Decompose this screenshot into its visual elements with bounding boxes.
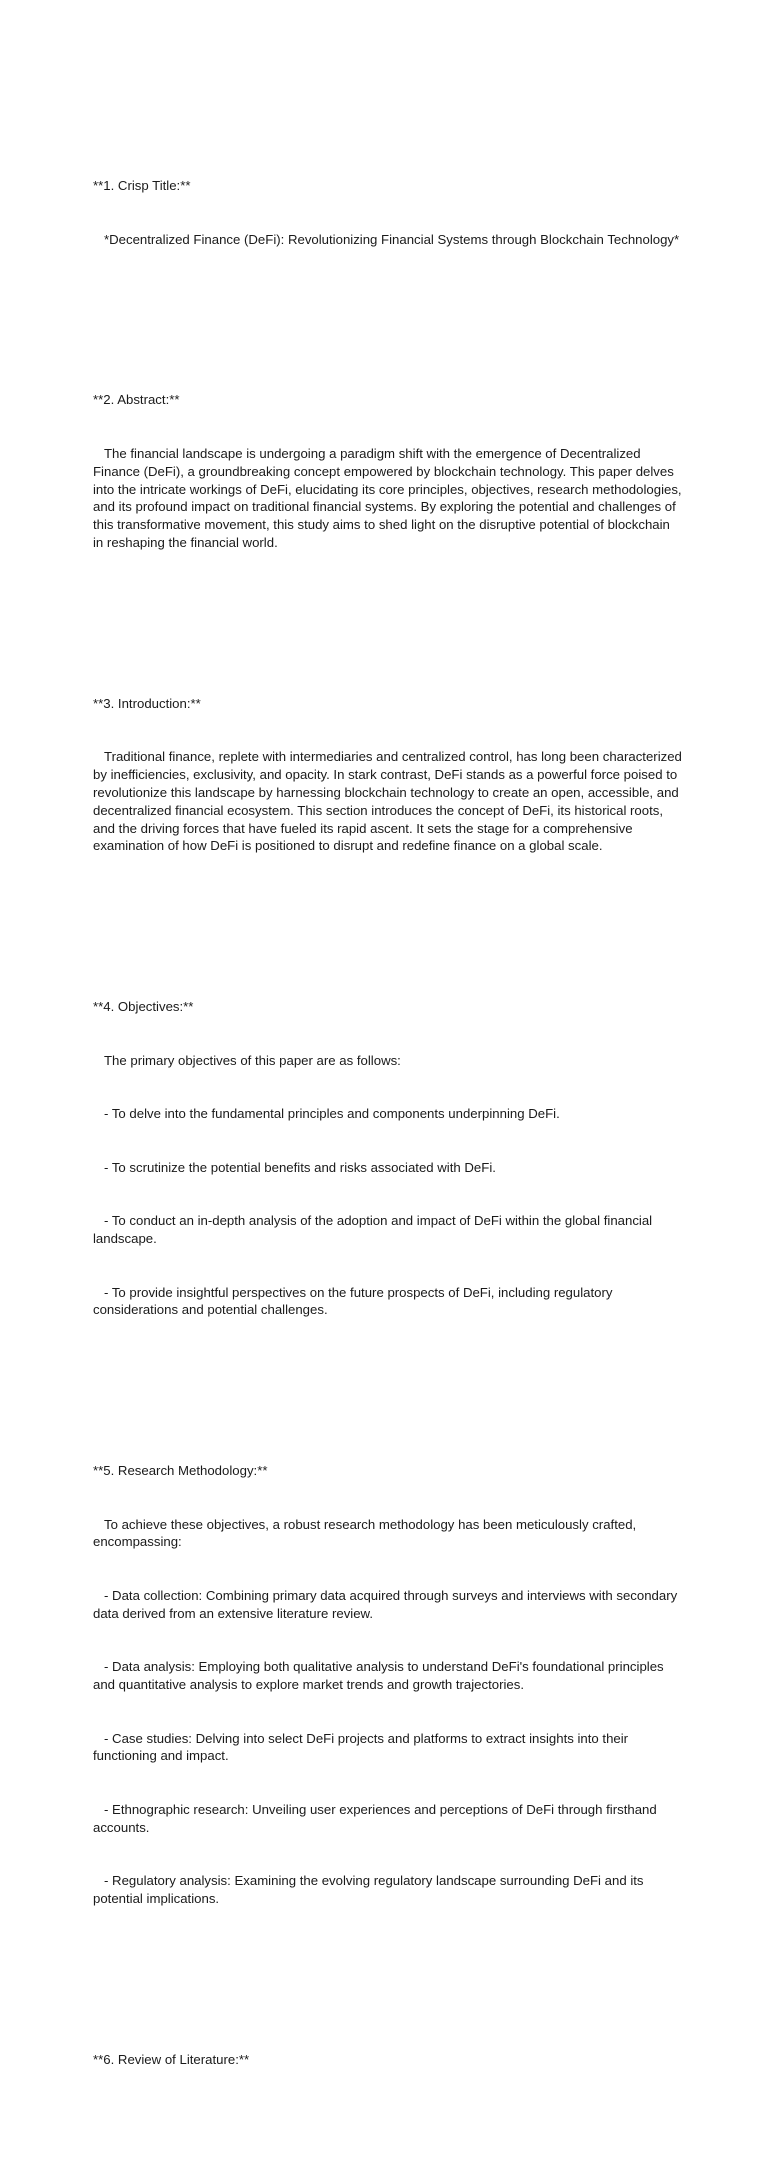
list-item: - To conduct an in-depth analysis of the adoption and impact of DeFi within the global financial landscape. [93,1213,656,1246]
section-paragraph: The primary objectives of this paper are as follows: [93,1052,401,1068]
section-abstract [93,356,686,588]
section-heading: **1. Crisp Title:** [93,178,191,194]
list-item: - Case studies: Delving into select DeFi projects and platforms to extract insights into their functioning and impact. [93,1730,632,1764]
section-review-of-literature [93,2015,683,2104]
list-item: - Data collection: Combining primary data acquired through surveys and interviews with secondary data derived from an extensive literature review. [93,1587,681,1621]
section-heading: **6. Review of Literature:** [93,2051,250,2067]
list-item: - To delve into the fundamental principles and components underpinning DeFi. [93,1106,560,1122]
list-item: - To scrutinize the potential benefits and risks associated with DeFi. [93,1159,496,1175]
section-paragraph: *Decentralized Finance (DeFi): Revolutionizing Financial Systems through Blockchain Technology* [93,231,680,247]
section-research-methodology [93,1426,683,1943]
list-item: - Regulatory analysis: Examining the evolving regulatory landscape surrounding DeFi and its potential implications. [93,1873,648,1907]
document-body [93,88,686,2158]
section-heading: **2. Abstract:** [93,392,180,408]
section-introduction [93,659,686,891]
list-item: - Data analysis: Employing both qualitative analysis to understand DeFi's foundational principles and quantitative analysis to explore market trends and growth trajectories. [93,1659,668,1693]
list-item: - To provide insightful perspectives on the future prospects of DeFi, including regulatory considerations and potential challenges. [93,1284,617,1318]
section-heading: **5. Research Methodology:** [93,1462,268,1478]
list-item: - Ethnographic research: Unveiling user experiences and perceptions of DeFi through firsthand accounts. [93,1802,661,1835]
section-paragraph: To achieve these objectives, a robust research methodology has been meticulously crafted, encompassing: [93,1516,640,1550]
section-crisp-title [93,142,683,285]
section-heading: **3. Introduction:** [93,695,201,711]
section-heading: **4. Objectives:** [93,999,194,1015]
section-objectives [93,962,683,1355]
section-paragraph: The financial landscape is undergoing a paradigm shift with the emergence of Decentralized Finance (DeFi), a groundbreaking concept empowered by blockchain technology. This paper delves into the intricate workings of DeFi, elucidating its core principles, objectives, research methodologies, and its profound impact on traditional financial systems. By exploring the potential and challenges of this transformative movement, this study aims to shed light on the disruptive potential of blockchain in reshaping the financial world. [93,445,686,551]
section-paragraph: Traditional finance, replete with intermediaries and centralized control, has long been characterized by inefficiencies, exclusivity, and opacity. In stark contrast, DeFi stands as a powerful force poised to revolutionize this landscape by harnessing blockchain technology to create an open, accessible, and decentralized financial ecosystem. This section introduces the concept of DeFi, its historical roots, and the driving forces that have fueled its rapid ascent. It sets the stage for a comprehensive examination of how DeFi is positioned to disrupt and redefine finance on a global scale. [93,749,686,854]
